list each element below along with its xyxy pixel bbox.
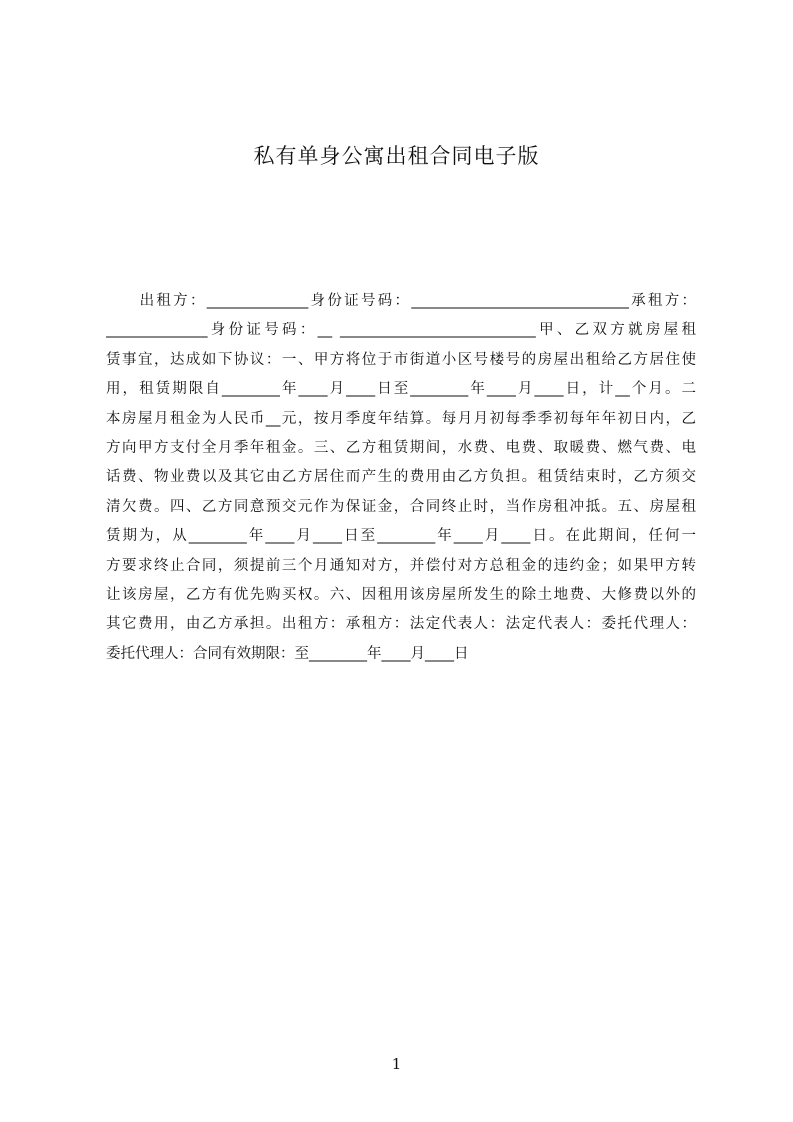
body-line-10: 方要求终止合同，须提前三个月通知对方，并偿付对方总租金的违约金；如果甲方转 <box>106 557 696 574</box>
body-line-2: ______________身份证号码：__ ___________________________甲、乙双方就房屋租 <box>106 322 696 339</box>
body-line-5: 本房屋月租金为人民币__元，按月季度年结算。每月月初每季季初每年年初日内，乙 <box>106 410 696 427</box>
body-line-11: 让该房屋，乙方有优先购买权。六、因租用该房屋所发生的除土地费、大修费以外的 <box>106 586 696 603</box>
body-line-12: 其它费用，由乙方承担。出租方：承租方：法定代表人：法定代表人：委托代理人： <box>106 616 696 633</box>
body-line-8: 清欠费。四、乙方同意预交元作为保证金，合同终止时，当作房租冲抵。五、房屋租 <box>106 498 696 515</box>
body-line-7: 话费、物业费以及其它由乙方居住而产生的费用由乙方负担。租赁结束时，乙方须交 <box>106 469 696 486</box>
body-line-1: 出租方：______________身份证号码：______________________________承租方： <box>106 293 696 309</box>
body-line-4: 用，租赁期限自________年____月____日至________年____月____日，计__个月。二 <box>106 381 696 398</box>
body-line-3: 赁事宜，达成如下协议：一、甲方将位于市街道小区号楼号的房屋出租给乙方居住使 <box>106 351 696 368</box>
contract-body <box>106 287 696 669</box>
document-title: 私有单身公寓出租合同电子版 <box>253 144 540 168</box>
body-line-6: 方向甲方支付全月季年租金。三、乙方租赁期间，水费、电费、取暖费、燃气费、电 <box>106 439 696 456</box>
page-number: 1 <box>391 1055 402 1073</box>
body-line-13: 委托代理人：合同有效期限：至________年____月____日 <box>106 645 469 662</box>
body-line-9: 赁期为，从________年____月____日至________年____月____日。在此期间，任何一 <box>106 528 696 545</box>
